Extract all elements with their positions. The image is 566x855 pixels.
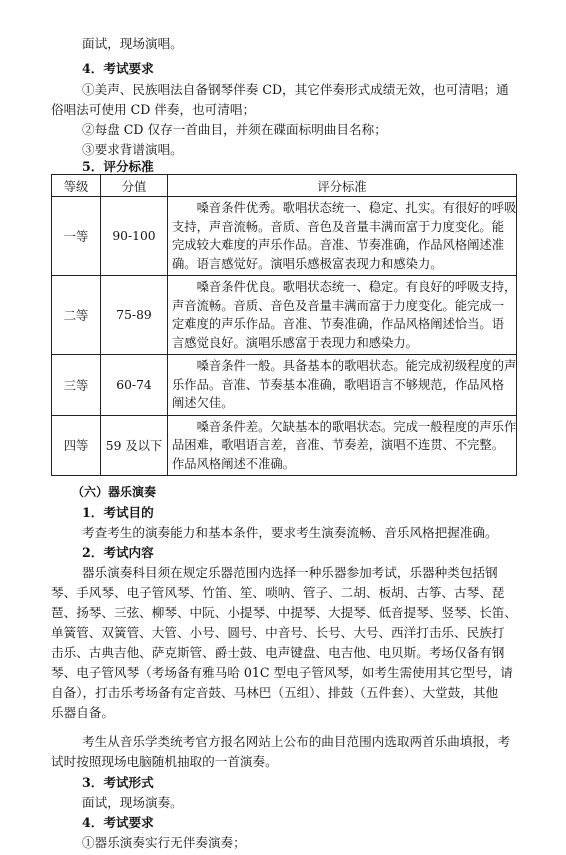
text-line: 乐器自备。 (51, 705, 114, 720)
text-line: 俗唱法可使用 CD 伴奏，也可清唱； (51, 102, 256, 117)
section-heading: 5．评分标准 (82, 159, 154, 174)
criteria-line: 乐作品。音准、节奏基本准确，歌唱语言不够规范，作品风格 (172, 377, 505, 392)
table-row (52, 355, 517, 416)
header-grade: 等级 (52, 175, 101, 197)
grade-cell: 四等 (52, 415, 101, 476)
subsection-title: （六）器乐演奏 (72, 485, 157, 499)
criteria-line: 言感觉良好。演唱乐感富于表现力和感染力。 (172, 335, 418, 350)
table-row (52, 415, 517, 476)
text-line: 自备），打击乐考场备有定音鼓、马林巴（五组）、排鼓（五件套）、大堂鼓，其他 (51, 685, 499, 700)
criteria-cell (168, 276, 517, 355)
table-row (52, 197, 517, 276)
criteria-line: 嗓音条件一般。具备基本的歌唱状态。能完成初级程度的声 (172, 359, 517, 373)
grade-cell: 二等 (52, 276, 101, 355)
section-heading: 2．考试内容 (82, 545, 154, 560)
header-score: 分值 (101, 175, 168, 197)
text-line: 试时按照现场电脑随机抽取的一首演奏。 (51, 754, 278, 769)
score-cell: 90-100 (101, 197, 168, 276)
criteria-line: 确。语言感觉好。演唱乐感极富表现力和感染力。 (172, 256, 443, 271)
criteria-cell (168, 197, 517, 276)
text-line: 面试，现场演唱。 (82, 36, 183, 51)
text-line: 器乐演奏科目须在规定乐器范围内选择一种乐器参加考试，乐器种类包括钢 (82, 565, 498, 580)
text-line: ②每盘 CD 仅存一首曲目，并须在碟面标明曲目名称； (82, 122, 387, 137)
text-line: 击乐、古典吉他、萨克斯管、爵士鼓、电声键盘、电吉他、电贝斯。考场仅备有钢 (51, 645, 505, 660)
text-line: ①美声、民族唱法自备钢琴伴奏 CD，其它伴奏形式成绩无效，也可清唱；通 (82, 82, 509, 97)
criteria-line: 嗓音条件优秀。歌唱状态统一、稳定、扎实。有很好的呼吸 (172, 201, 517, 215)
score-cell: 75-89 (101, 276, 168, 355)
text-line: 琴、手风琴、电子管风琴、竹笛、笙、唢呐、管子、二胡、板胡、古筝、古琴、琵 (51, 585, 505, 600)
section-heading: 3．考试形式 (82, 775, 154, 790)
section-heading: 4．考试要求 (82, 815, 154, 830)
section-heading: 1．考试目的 (82, 505, 154, 520)
text-line: 考生从音乐学类统考官方报名网站上公布的曲目范围内选取两首乐曲填报，考 (82, 734, 511, 749)
criteria-line: 完成较大难度的声乐作品。音准、节奏准确，作品风格阐述准 (172, 238, 505, 252)
score-cell: 60-74 (101, 355, 168, 416)
criteria-line: 嗓音条件差。欠缺基本的歌唱状态。完成一般程度的声乐作 (172, 419, 517, 434)
criteria-line: 定难度的声乐作品。音准、节奏准确，作品风格阐述恰当。语 (172, 317, 505, 331)
text-line: 单簧管、双簧管、大管、小号、圆号、中音号、长号、大号、西洋打击乐、民族打 (51, 625, 505, 640)
text-line: 面试，现场演奏。 (82, 795, 183, 810)
header-criteria: 评分标准 (168, 175, 517, 197)
score-cell: 59 及以下 (101, 415, 168, 476)
table-header-row (52, 175, 517, 197)
criteria-line: 阐述欠佳。 (172, 396, 234, 410)
criteria-line: 支持，声音流畅。音质、音色及音量丰满而富于力度变化。能 (172, 219, 505, 234)
criteria-cell (168, 415, 517, 476)
text-line: 琴、电子管风琴（考场备有雅马哈 01C 型电子管风琴，如考生需使用其它型号，请 (51, 665, 513, 680)
criteria-line: 作品风格阐述不准确。 (172, 456, 295, 471)
table-row (52, 276, 517, 355)
scoring-table (51, 174, 516, 476)
criteria-cell (168, 355, 517, 416)
criteria-line: 声音流畅。音质、音色及音量丰满而富于力度变化。能完成一 (172, 298, 505, 313)
criteria-line: 嗓音条件优良。歌唱状态统一、稳定。有良好的呼吸支持， (172, 280, 517, 294)
text-line: 考查考生的演奏能力和基本条件，要求考生演奏流畅、音乐风格把握准确。 (82, 525, 498, 540)
section-heading: 4．考试要求 (82, 61, 154, 76)
grade-cell: 三等 (52, 355, 101, 416)
text-line: 琶、扬琴、三弦、柳琴、中阮、小提琴、中提琴、大提琴、低音提琴、竖琴、长笛、 (51, 605, 517, 620)
text-line: ①器乐演奏实行无伴奏演奏； (82, 835, 246, 850)
grade-cell: 一等 (52, 197, 101, 276)
text-line: ③要求背谱演唱。 (82, 142, 183, 157)
criteria-line: 品困难，歌唱语言差，音准、节奏差，演唱不连贯、不完整。 (172, 438, 505, 452)
